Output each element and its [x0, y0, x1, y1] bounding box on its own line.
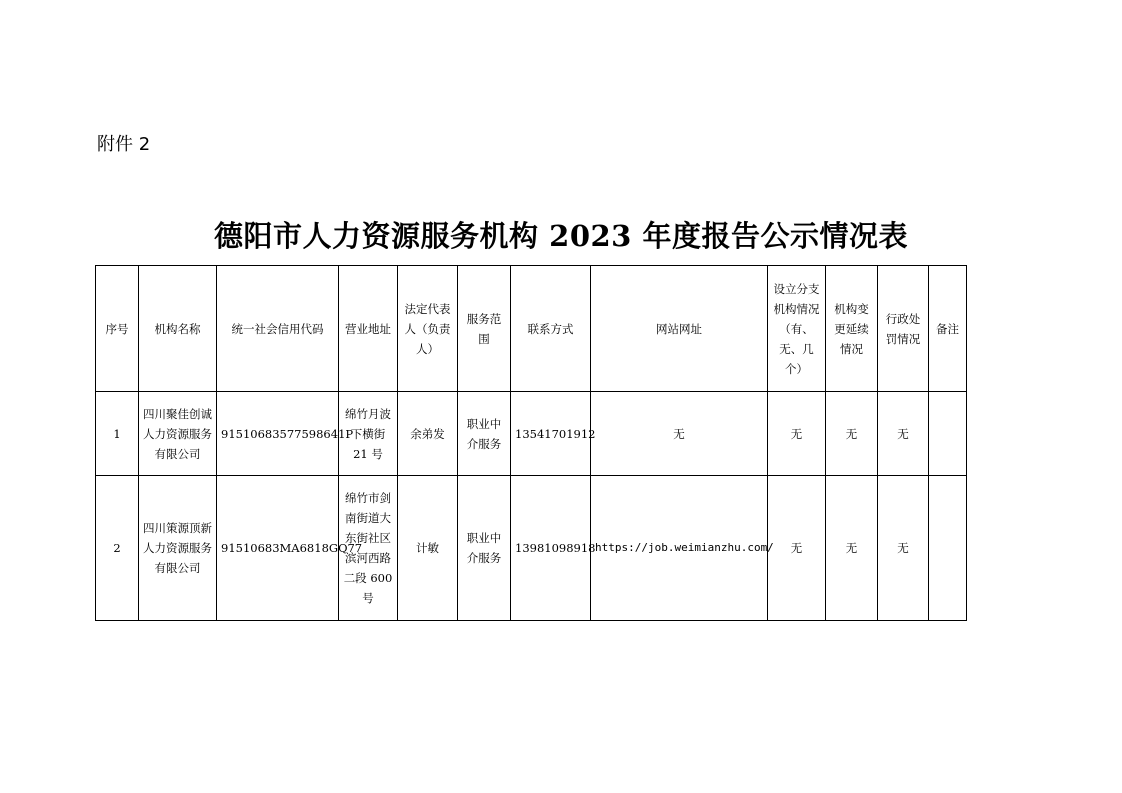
penalty-status: 无 [878, 476, 929, 621]
penalty-status: 无 [878, 392, 929, 476]
attachment-label: 附件 2 [97, 134, 151, 155]
org-name: 四川聚佳创诚人力资源服务有限公司 [139, 392, 217, 476]
header-cell: 机构名称 [139, 266, 217, 392]
credit-code: 91510683577598641P [217, 392, 339, 476]
table-row [96, 392, 967, 476]
website: 无 [591, 392, 768, 476]
header-cell: 序号 [96, 266, 139, 392]
legal-representative: 计敏 [398, 476, 458, 621]
service-scope: 职业中介服务 [458, 392, 511, 476]
page-title: 德阳市人力资源服务机构 2023 年度报告公示情况表 [214, 219, 908, 253]
header-cell: 服务范围 [458, 266, 511, 392]
row-number: 1 [96, 392, 139, 476]
org-name: 四川策源顶新人力资源服务有限公司 [139, 476, 217, 621]
business-address: 绵竹月波下横街 21 号 [339, 392, 398, 476]
table-header-row [96, 266, 967, 392]
table-row [96, 476, 967, 621]
header-cell: 联系方式 [511, 266, 591, 392]
change-status: 无 [826, 476, 878, 621]
header-cell: 统一社会信用代码 [217, 266, 339, 392]
remarks [929, 476, 967, 621]
header-cell: 法定代表人（负责人） [398, 266, 458, 392]
contact-number: 13541701912 [511, 392, 591, 476]
header-cell: 机构变更延续情况 [826, 266, 878, 392]
credit-code: 91510683MA6818GQ77 [217, 476, 339, 621]
business-address: 绵竹市剑南街道大东街社区滨河西路二段 600 号 [339, 476, 398, 621]
row-number: 2 [96, 476, 139, 621]
header-cell: 设立分支机构情况（有、无、几个） [768, 266, 826, 392]
website-link[interactable]: https://job.weimianzhu.com/ [591, 476, 768, 621]
change-status: 无 [826, 392, 878, 476]
header-cell: 营业地址 [339, 266, 398, 392]
header-cell: 行政处罚情况 [878, 266, 929, 392]
branch-status: 无 [768, 476, 826, 621]
legal-representative: 余弟发 [398, 392, 458, 476]
remarks [929, 392, 967, 476]
service-scope: 职业中介服务 [458, 476, 511, 621]
branch-status: 无 [768, 392, 826, 476]
contact-number: 13981098918 [511, 476, 591, 621]
header-cell: 备注 [929, 266, 967, 392]
header-cell: 网站网址 [591, 266, 768, 392]
report-table [95, 265, 967, 621]
